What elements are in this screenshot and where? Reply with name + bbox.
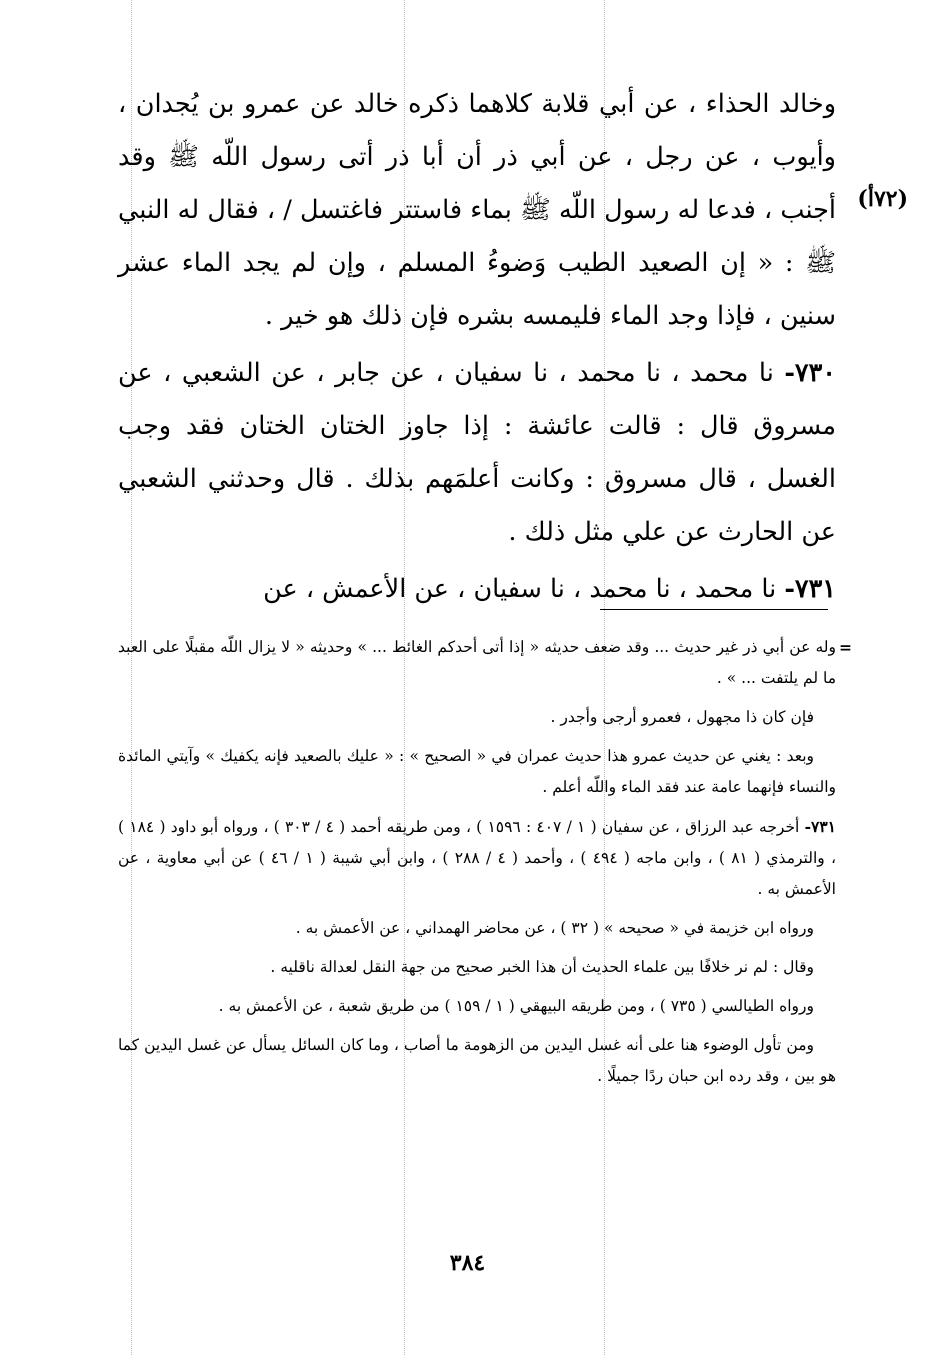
footnote-paragraph [118, 913, 836, 944]
footnote-continued [118, 632, 852, 694]
hadith-number: ٧٣١- [784, 574, 836, 604]
footnote-separator [600, 609, 828, 610]
page-number: ٣٨٤ [449, 1250, 486, 1276]
footnote-line: ٣٠٣ ) ، ورواه أبو داود ( ١٨٤ ) ، والترمذي ( ٨١ ) ، وابن ماجه ( ٤٩٤ ) ، وأحمد [118, 818, 837, 867]
footnote-line: وبعد : يغني عن حديث عمرو هذا حديث عمران في « الصحيح » : « عليك بالصعيد [294, 747, 815, 765]
text-line: عشر سنين ، فإذا وجد الماء فليمسه بشره فإن ذلك هو خير . [118, 248, 836, 331]
footnotes [118, 632, 852, 1092]
main-text [118, 78, 836, 616]
footnote-line: فإن كان ذا مجهول ، فعمرو أرجى وأجدر . [550, 708, 814, 726]
footnote-line: ورواه الطيالسي ( ٧٣٥ ) ، ومن طريقه البيهقي ( ١ / ١٥٩ ) من طريق شعبة ، عن [302, 997, 814, 1015]
text-line: له النبي ﷺ : « إن الصعيد الطيب وَضوءُ المسلم ، وإن لم يجد الماء [118, 195, 837, 278]
manuscript-folio-marker: (٧٢أ) [857, 186, 908, 212]
text-line: وحدثني الشعبي عن الحارث عن علي مثل ذلك . [118, 464, 836, 547]
footnote-line: يسأل عن غسل اليدين كما هو بين ، وقد رده ابن حبان ردًا جميلًا . [118, 1036, 836, 1085]
hadith-number: ٧٣٠- [784, 358, 836, 388]
text-line: ﷺ وقد أجنب ، فدعا له رسول اللّه ﷺ بماء فاستتر فاغتسل / ، فقال [118, 142, 837, 225]
footnote-paragraph [118, 1030, 836, 1092]
footnote-line: ( ٤ / ٢٨٨ ) ، وابن أبي شيبة ( ١ / ٤٦ ) عن أبي معاوية ، عن الأعمش به . [118, 849, 836, 898]
footnote-line: وله عن أبي ذر غير حديث ... وقد ضعف حديثه « إذا أتى أحدكم الغائط ... » وحديثه [309, 638, 836, 656]
text-line: نا محمد ، نا محمد ، نا سفيان ، عن الأعمش ، عن [263, 574, 777, 604]
text-line: فقد وجب الغسل ، قال مسروق : وكانت أعلمَهم بذلك . قال [118, 411, 836, 494]
footnote-line: فإنه يكفيك » وآيتي المائدة والنساء فإنهما عامة عند فقد الماء واللّه أعلم . [118, 747, 836, 796]
paragraph-1 [118, 78, 836, 343]
text-line: وخالد الحذاء ، عن أبي قلابة كلاهما ذكره خالد عن عمرو بن [207, 89, 837, 119]
text-line: الشعبي ، عن مسروق قال : قالت عائشة : إذا جاوز الختان الختان [118, 358, 837, 441]
footnote-paragraph [118, 952, 836, 983]
footnote-paragraph [118, 741, 836, 803]
hadith-730 [118, 347, 836, 559]
footnote-line: ناقليه . [270, 958, 315, 976]
footnote-line: « لا يزال اللّه مقبلًا على العبد ما لم يلتفت ... » . [118, 638, 836, 687]
footnote-731 [118, 811, 836, 905]
footnote-line: أخرجه عبد الرزاق ، عن سفيان ( ١ / ٤٠٧ : ١٥٩٦ ) ، ومن طريقه أحمد ( ٤ / [315, 818, 800, 836]
footnote-line: الأعمش به . [218, 997, 298, 1015]
footnote-paragraph [118, 991, 836, 1022]
text-line: نا محمد ، نا محمد ، نا سفيان ، عن جابر ، عن [271, 358, 774, 388]
footnote-line: ومن تأول الوضوء هنا على أنه غسل اليدين من الزهومة ما أصاب ، وما كان السائل [291, 1036, 814, 1054]
continuation-mark: = [839, 638, 852, 657]
footnote-line: ورواه ابن خزيمة في « صحيحه » ( ٣٢ ) ، عن محاضر الهمداني ، عن الأعمش به . [295, 919, 814, 937]
footnote-number: ٧٣١- [804, 817, 837, 836]
text-line: يُجدان ، وأيوب ، عن رجل ، عن أبي ذر أن أبا ذر أتى رسول اللّه [118, 89, 836, 172]
footnote-line: وقال : لم نر خلافًا بين علماء الحديث أن هذا الخبر صحيح من جهة النقل لعدالة [319, 958, 814, 976]
footnote-paragraph [118, 702, 836, 733]
